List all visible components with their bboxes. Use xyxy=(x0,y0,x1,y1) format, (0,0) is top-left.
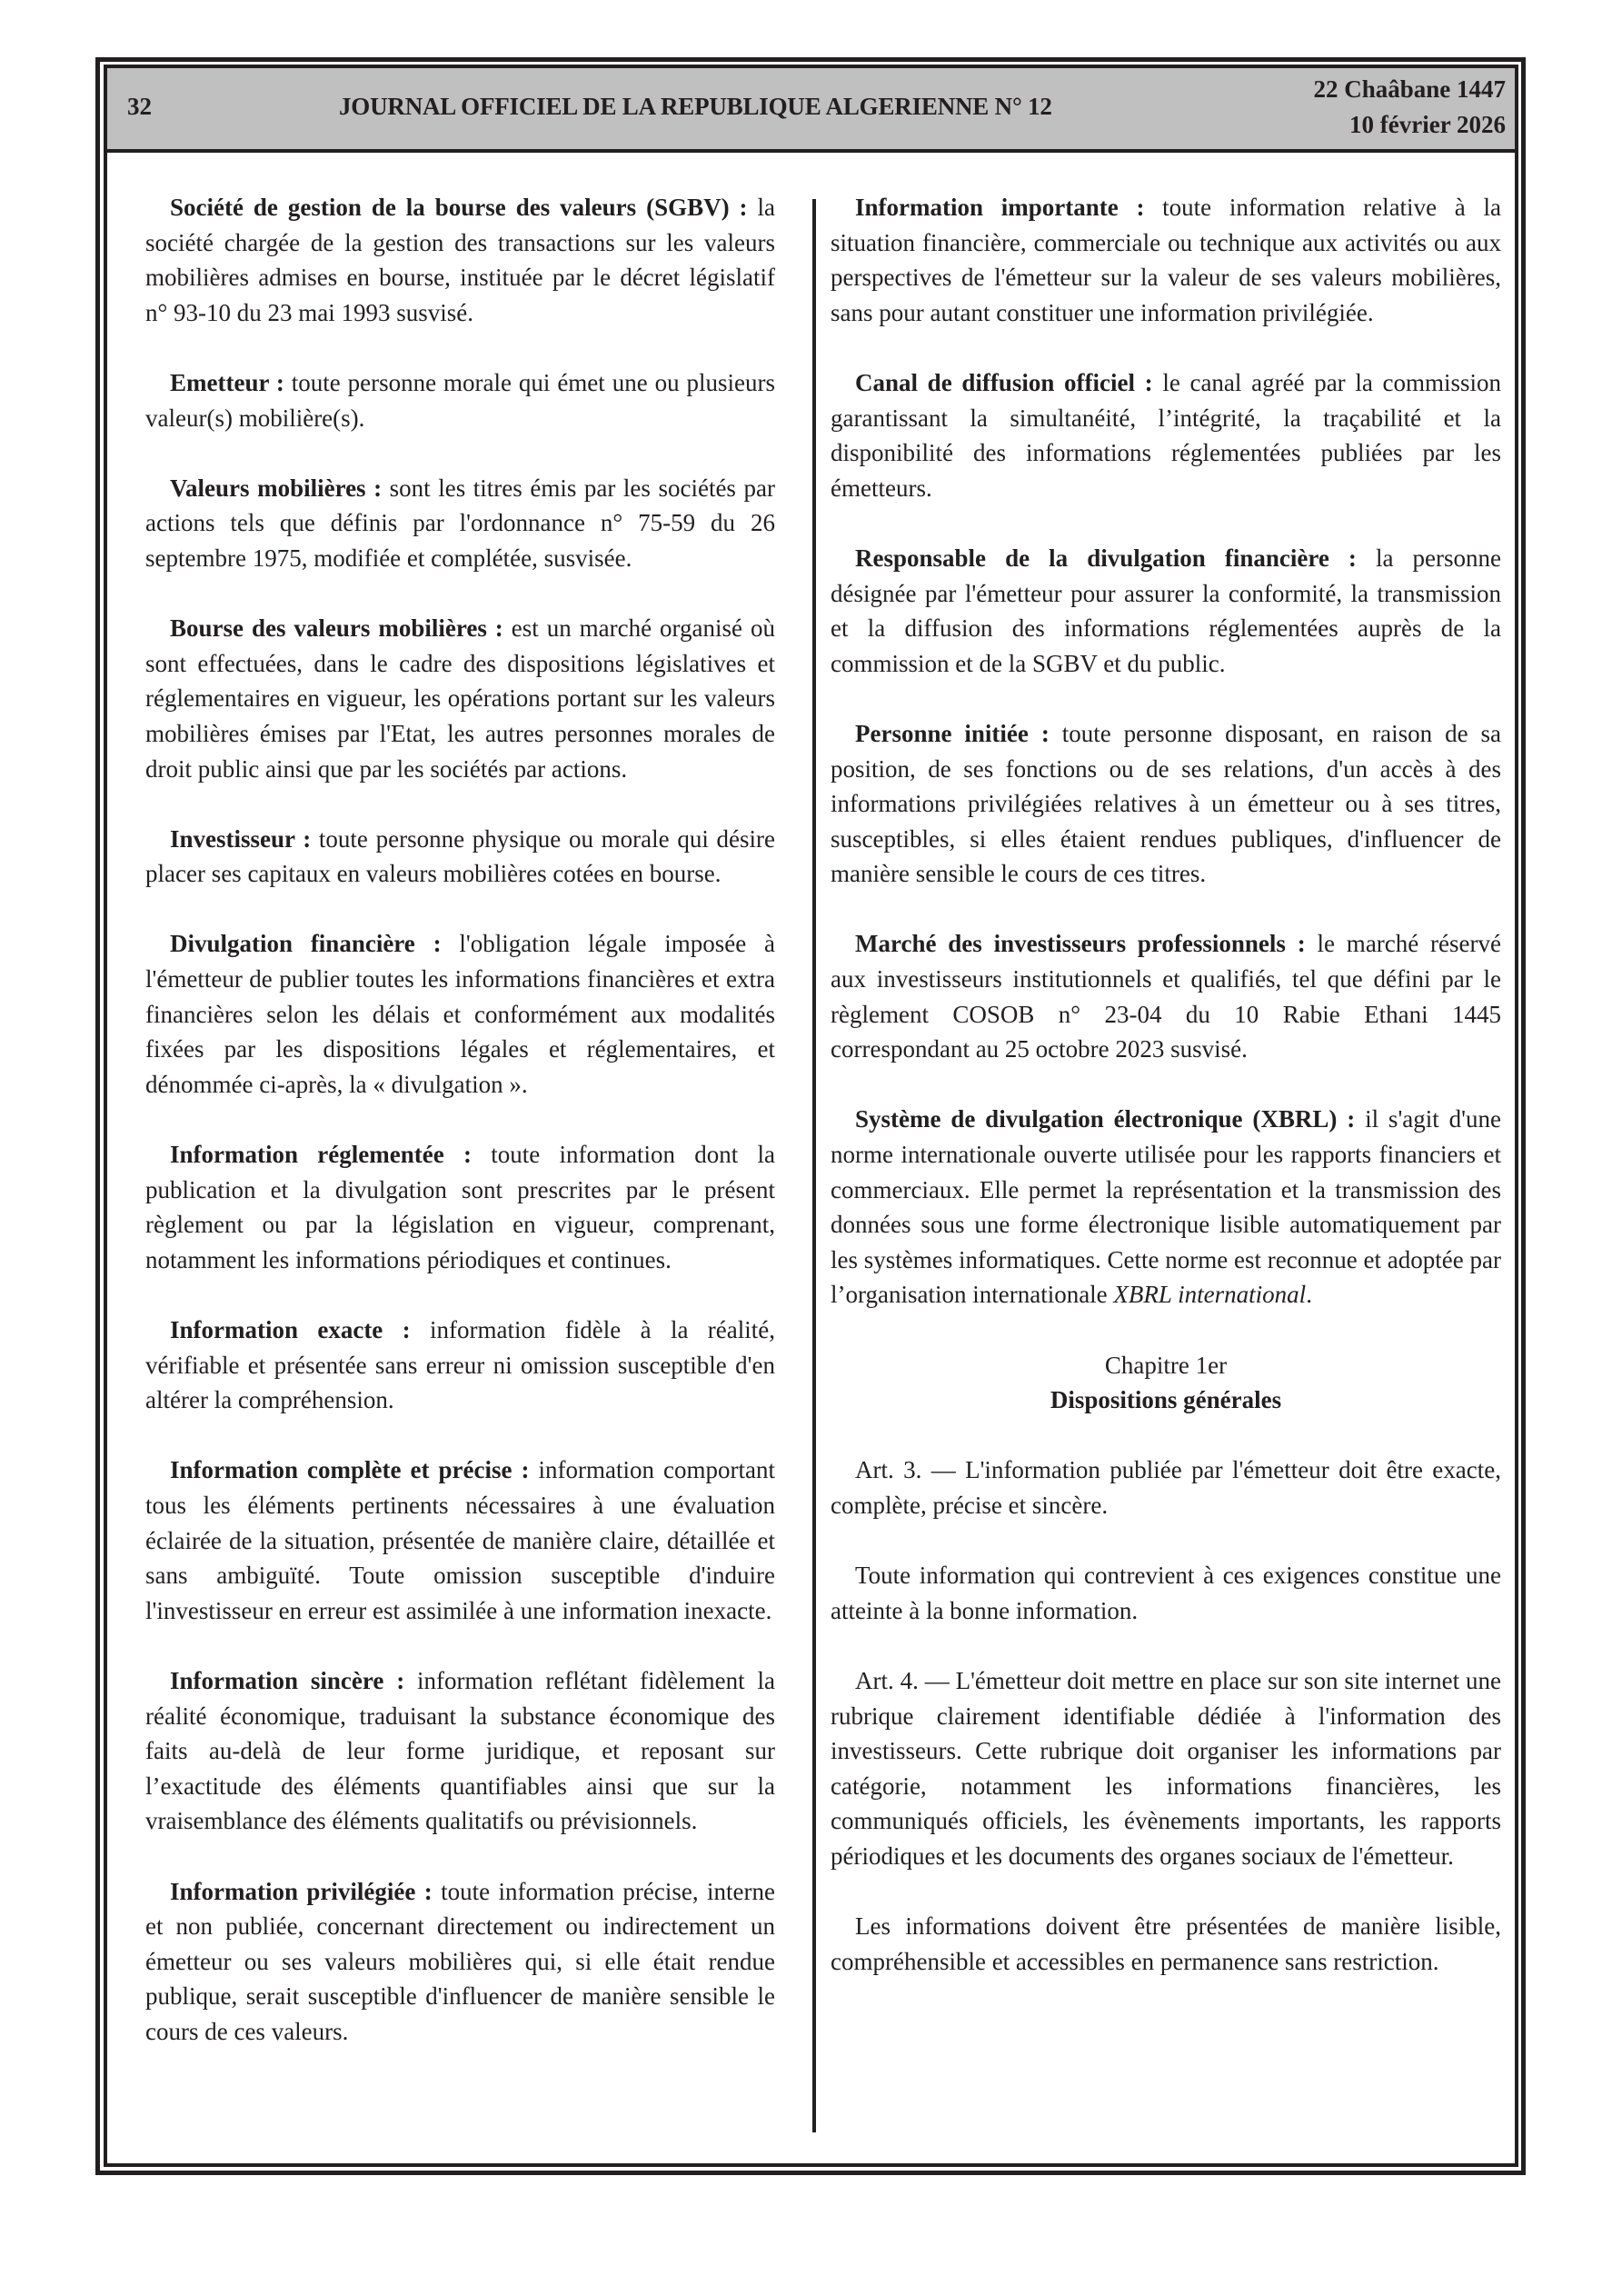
definition-personne-initiee xyxy=(831,716,1501,892)
definition-term: Divulgation financière : xyxy=(170,930,442,958)
definition-text: toute information relative à la situation financière, commerciale ou technique aux activités ou aux perspectives de l'émetteur sur la valeur de ses valeurs mobilières, sans pour autant constituer une information privilégiée. xyxy=(831,194,1501,326)
definition-info-sincere xyxy=(145,1663,775,1839)
column-divider xyxy=(812,199,816,2132)
definition-term: Information réglementée : xyxy=(170,1141,472,1169)
definition-text: toute personne physique ou morale qui désire placer ses capitaux en valeurs mobilières cotées en bourse. xyxy=(145,824,775,888)
date-hijri: 22 Chaâbane 1447 xyxy=(1313,75,1506,103)
definition-text: information comportant tous les éléments pertinents nécessaires à une évaluation éclairée de la situation, présentée de manière claire, détaillée et sans ambiguïté. Toute omission susceptible d'induire l'investisseur en erreur est assimilée à une information inexacte. xyxy=(145,1456,775,1624)
page-header xyxy=(107,68,1515,153)
definition-info-reglementee xyxy=(145,1137,775,1277)
definition-term: Information exacte : xyxy=(170,1316,411,1343)
definition-term: Responsable de la divulgation financière : xyxy=(855,544,1357,572)
definition-text: toute personne morale qui émet une ou plusieurs valeur(s) mobilière(s). xyxy=(145,368,775,432)
date-gregorian: 10 février 2026 xyxy=(1349,111,1506,138)
definition-info-complete xyxy=(145,1452,775,1628)
definition-text: toute information dont la publication et la divulgation sont prescrites par le présent règlement ou par la législation en vigueur, comprenant, notamment les informations périodiques et continues. xyxy=(145,1141,775,1273)
definition-text: sont les titres émis par les sociétés par actions tels que définis par l'ordonnance n° 75-59 du 26 septembre 1975, modifiée et complétée, susvisée. xyxy=(145,474,775,572)
definition-emetteur xyxy=(145,365,775,435)
definition-term: Personne initiée : xyxy=(855,719,1050,747)
definition-sgbv xyxy=(145,190,775,330)
definition-term: Emetteur : xyxy=(170,368,284,396)
definition-text: est un marché organisé où sont effectuées, dans le cadre des dispositions législatives et réglementaires en vigueur, les opérations portant sur les valeurs mobilières émises par l'Etat, les autres personnes morales de droit public ainsi que par les sociétés par actions. xyxy=(145,614,775,783)
definition-responsable xyxy=(831,541,1501,681)
definition-text: information reflétant fidèlement la réalité économique, traduisant la substance économique des faits au-delà de leur forme juridique, et reposant sur l’exactitude des éléments quantifiables ainsi que sur la vraisemblance des éléments qualitatifs ou prévisionnels. xyxy=(145,1666,775,1835)
definition-text: l'obligation légale imposée à l'émetteur de publier toutes les informations financières et extra financières selon les délais et conformément aux modalités fixées par les dispositions légales et réglementaires, et dénommée ci-après, la « divulgation ». xyxy=(145,930,775,1098)
definition-bourse xyxy=(145,611,775,786)
definition-text: toute personne disposant, en raison de sa position, de ses fonctions ou de ses relations, d'un accès à des informations privilégiées relatives à un émetteur ou à ses titres, susceptibles, si elles étaient rendues publiques, d'influencer de manière sensible le cours de ces titres. xyxy=(831,719,1501,888)
definition-text: toute information précise, interne et non publiée, concernant directement ou indirectement un émetteur ou ses valeurs mobilières qui, si elle était rendue publique, serait susceptible d'influencer de manière sensible le cours de ces valeurs. xyxy=(145,1877,776,2045)
definition-divulgation xyxy=(145,926,775,1102)
definition-term: Société de gestion de la bourse des valeurs (SGBV) : xyxy=(170,194,748,221)
definition-text-end: . xyxy=(1306,1281,1312,1309)
definition-text: information fidèle à la réalité, vérifiable et présentée sans erreur ni omission susceptible d'en altérer la compréhension. xyxy=(145,1316,775,1414)
definition-term: Investisseur : xyxy=(170,824,312,853)
definition-canal-diffusion xyxy=(831,365,1501,505)
definition-investisseur xyxy=(145,822,775,892)
definition-info-importante xyxy=(831,190,1501,330)
definition-text: il s'agit d'une norme internationale ouverte utilisée pour les rapports financiers et commerciaux. Elle permet la représentation et la transmission des données sous une forme électronique lisible automatiquement par les systèmes informatiques. Cette norme est reconnue et adoptée par l’organisation internationale xyxy=(831,1105,1501,1309)
definition-term: Information importante : xyxy=(855,194,1145,221)
article-4-paragraph-2: Les informations doivent être présentées de manière lisible, compréhensible et accessibles en permanence sans restriction. xyxy=(831,1912,1501,1975)
chapter-label: Chapitre 1er xyxy=(1104,1351,1228,1379)
definition-text: la société chargée de la gestion des transactions sur les valeurs mobilières admises en bourse, instituée par le décret législatif n° 93-10 du 23 mai 1993 susvisé. xyxy=(145,194,775,326)
definition-term: Information complète et précise : xyxy=(170,1456,530,1484)
definition-term: Information sincère : xyxy=(170,1666,405,1694)
article-3: Art. 3. — L'information publiée par l'émetteur doit être exacte, complète, précise et sincère. xyxy=(831,1456,1501,1519)
right-column xyxy=(831,190,1501,2014)
definition-text: le canal agréé par la commission garantissant la simultanéité, l’intégrité, la traçabilité et la disponibilité des informations réglementées publiées par les émetteurs. xyxy=(831,368,1501,502)
issue-date xyxy=(1313,72,1506,143)
definition-text: la personne désignée par l'émetteur pour assurer la conformité, la transmission et la diffusion des informations réglementées auprès de la commission et de la SGBV et du public. xyxy=(831,544,1502,677)
definition-text: le marché réservé aux investisseurs institutionnels et qualifiés, tel que défini par le règlement COSOB n° 23-04 du 10 Rabie Ethani 1445 correspondant au 25 octobre 2023 susvisé. xyxy=(831,930,1502,1063)
definition-term: Canal de diffusion officiel : xyxy=(855,368,1153,396)
journal-title: JOURNAL OFFICIEL DE LA REPUBLIQUE ALGERIENNE N° 12 xyxy=(339,93,1052,120)
definition-term: Marché des investisseurs professionnels : xyxy=(855,930,1306,958)
article-4: Art. 4. — L'émetteur doit mettre en place sur son site internet une rubrique clairement identifiable dédiée à l'information des investisseurs. Cette rubrique doit organiser les informations par catégorie, notamment les informations financières, les communiqués officiels, les évènements importants, les rapports périodiques et les documents des organes sociaux de l'émetteur. xyxy=(831,1666,1501,1870)
definition-term: Information privilégiée : xyxy=(170,1877,433,1905)
definition-term: Système de divulgation électronique (XBRL) : xyxy=(855,1105,1356,1133)
definition-info-privilegiee xyxy=(145,1874,775,2050)
xbrl-organisation: XBRL international xyxy=(1113,1281,1307,1309)
page-number: 32 xyxy=(127,93,152,120)
definition-marche-pro xyxy=(831,926,1501,1066)
chapter-title: Dispositions générales xyxy=(1050,1386,1282,1414)
definition-valeurs-mobilieres xyxy=(145,471,775,576)
definition-info-exacte xyxy=(145,1313,775,1418)
definition-term: Bourse des valeurs mobilières : xyxy=(170,614,503,643)
definition-term: Valeurs mobilières : xyxy=(170,474,383,502)
definition-xbrl xyxy=(831,1102,1501,1313)
article-3-paragraph-2: Toute information qui contrevient à ces exigences constitue une atteinte à la bonne information. xyxy=(831,1562,1501,1624)
left-column xyxy=(145,190,775,2084)
